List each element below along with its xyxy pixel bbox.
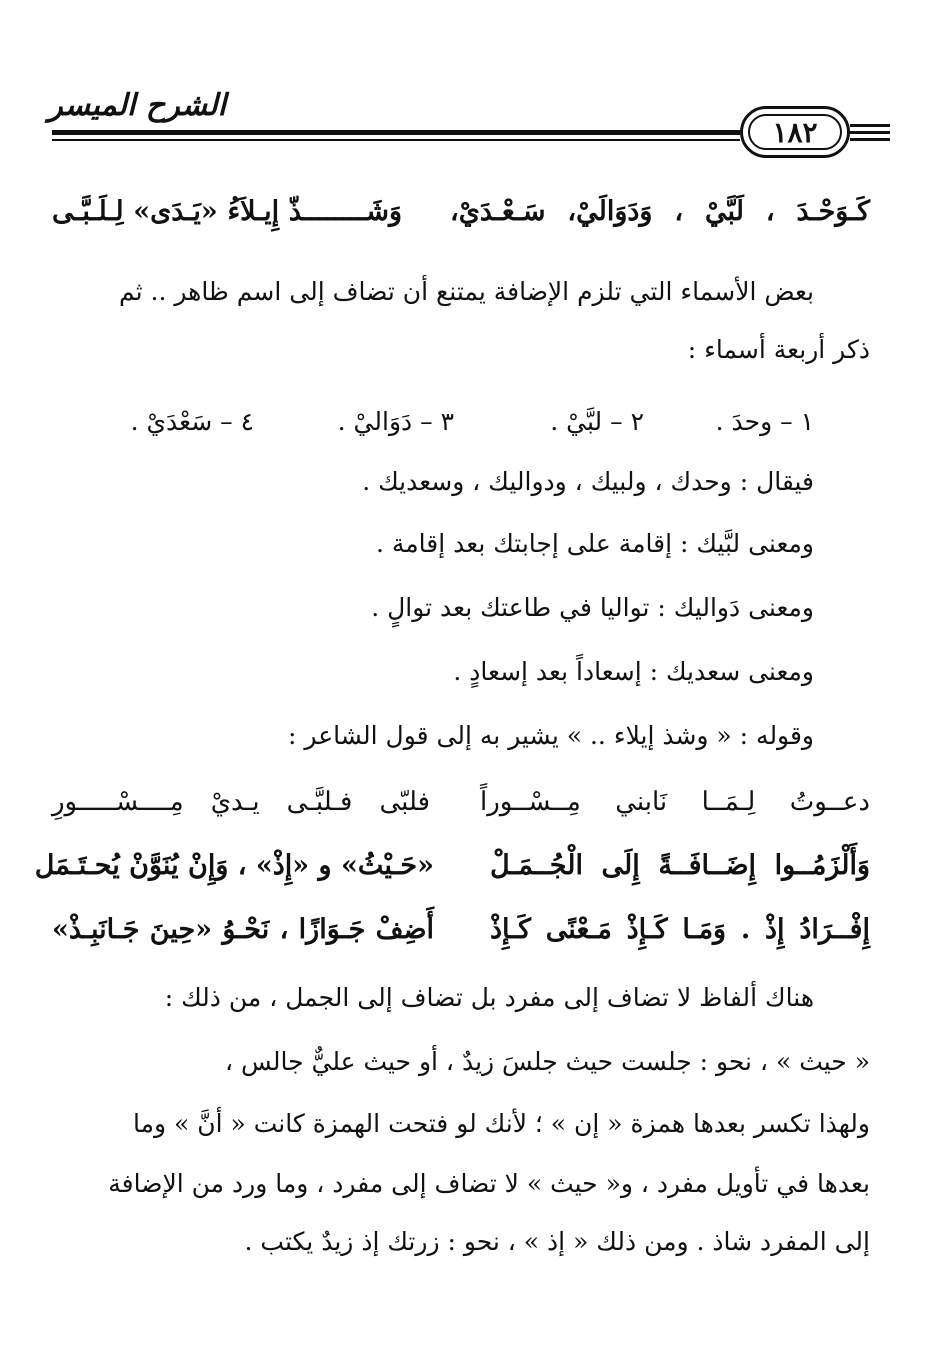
enum-item-1: ١ – وحدَ . bbox=[715, 407, 814, 436]
paragraph-line: ومعنى لبَّيك : إقامة على إجابتك بعد إقامة . bbox=[375, 529, 814, 558]
paragraph-line: وقوله : « وشذ إيلاء .. » يشير به إلى قول الشاعر : bbox=[288, 721, 814, 750]
page-number: ١٨٢ bbox=[772, 115, 818, 149]
paragraph-line: هناك ألفاظ لا تضاف إلى مفرد بل تضاف إلى الجمل ، من ذلك : bbox=[164, 983, 814, 1012]
verse-hemistich-left: وَشَــــــــذّ إِيـلاَءُ «يَـدَى» لِـلَـبَّـى bbox=[52, 196, 402, 227]
verse-top bbox=[52, 190, 870, 234]
verse-alfiya-1 bbox=[34, 844, 870, 888]
verse-alfiya-2 bbox=[52, 908, 870, 952]
header-ornament-line bbox=[850, 138, 890, 141]
paragraph-line: بعدها في تأويل مفرد ، و« حيث » لا تضاف إلى مفرد ، وما ورد من الإضافة bbox=[108, 1169, 870, 1198]
paragraph-line: بعض الأسماء التي تلزم الإضافة يمتنع أن تضاف إلى اسم ظاهر .. ثم bbox=[118, 277, 814, 306]
running-header-title: الشرح الميسر bbox=[48, 88, 226, 123]
enum-item-4: ٤ – سَعْدَيْ . bbox=[130, 407, 254, 436]
paragraph-line: فيقال : وحدك ، ولبيك ، ودواليك ، وسعديك . bbox=[362, 467, 814, 496]
paragraph-line: إلى المفرد شاذ . ومن ذلك « إذ » ، نحو : زرتك إذ زيدٌ يكتب . bbox=[244, 1227, 870, 1256]
paragraph-line: ومعنى دَواليك : تواليا في طاعتك بعد توالٍ . bbox=[371, 593, 814, 622]
enum-item-3: ٣ – دَوَاليْ . bbox=[337, 407, 454, 436]
verse-hemistich-right: كَـوَحْـدَ ، لَبَّيْ ، وَدَوَالَيْ، سَـعْـدَيْ، bbox=[450, 196, 870, 227]
verse-hemistich-left: أَضِفْ جَـوَازًا ، نَحْـوُ «حِينَ جَـانَبِـذْ» bbox=[52, 914, 434, 945]
header-ornament-line bbox=[850, 131, 890, 134]
paragraph-line: « حيث » ، نحو : جلست حيث جلسَ زيدٌ ، أو حيث عليٌّ جالس ، bbox=[224, 1047, 870, 1076]
header-rule-thin bbox=[52, 139, 740, 141]
verse-hemistich-left: فلبّى فـلبَّـى يـديْ مِــــسْـــــورِ bbox=[52, 787, 430, 817]
verse-hemistich-right: دعــوتُ لِـمَــا نَابني مِــسْــوراً bbox=[480, 787, 870, 817]
header-rule-thick bbox=[52, 130, 740, 135]
header-ornament-line bbox=[850, 124, 890, 127]
paragraph-line: ومعنى سعديك : إسعاداً بعد إسعادٍ . bbox=[453, 657, 814, 686]
verse-poet bbox=[52, 780, 870, 824]
verse-hemistich-left: «حَـيْثُ» و «إِذْ» ، وَإِنْ يُنَوَّنْ يُحـتَـمَل bbox=[34, 850, 434, 881]
paragraph-line: ولهذا تكسر بعدها همزة « إن » ؛ لأنك لو فتحت الهمزة كانت « أنَّ » وما bbox=[132, 1109, 870, 1138]
paragraph-line: ذكر أربعة أسماء : bbox=[687, 335, 870, 364]
verse-hemistich-right: وَأَلْزَمُــوا إِضَــافَــةً إِلَى الْجُــمَـلْ bbox=[490, 850, 870, 881]
page-number-frame bbox=[740, 106, 850, 158]
enum-item-2: ٢ – لبَّيْ . bbox=[550, 407, 644, 436]
verse-hemistich-right: إِفْــرَادُ إِذْ . وَمَـا كَـإِذْ مَـعْنًى كَـإِذْ bbox=[490, 914, 870, 945]
